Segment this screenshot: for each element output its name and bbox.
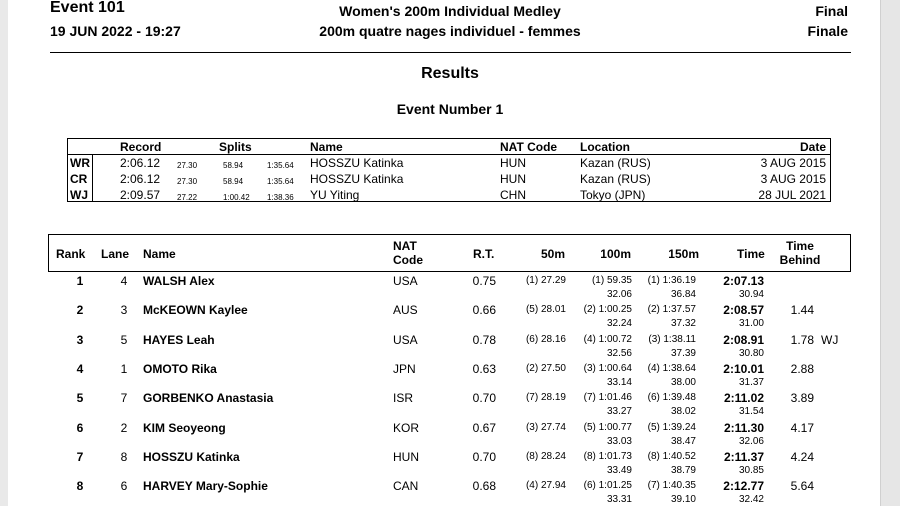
result-reaction-time: 0.63: [472, 361, 496, 376]
result-nat: ISR: [393, 391, 414, 406]
result-final-lap: 31.00: [738, 318, 764, 330]
col-time: Time: [737, 247, 765, 261]
result-split-100-lap: 32.56: [606, 347, 632, 359]
record-row-nat: HUN: [500, 156, 526, 170]
records-header-record: Record: [120, 140, 162, 154]
result-nat: HUN: [393, 449, 419, 464]
result-time-behind: 2.88: [790, 361, 814, 376]
result-final-time: 2:11.02: [723, 391, 764, 406]
record-row-split-2: 58.94: [223, 161, 244, 170]
record-row-nat: HUN: [500, 172, 526, 186]
result-rank: 6: [76, 420, 84, 435]
records-header-date: Date: [799, 140, 826, 154]
result-split-100-lap: 33.49: [606, 464, 632, 476]
col-rank: Rank: [56, 247, 86, 261]
result-split-100-lap: 33.03: [606, 435, 632, 447]
result-name: OMOTO Rika: [143, 361, 217, 376]
result-name: WALSH Alex: [143, 274, 215, 288]
record-row-time: 2:09.57: [120, 188, 161, 202]
result-final-time: 2:08.57: [723, 303, 764, 318]
result-time-behind: 4.24: [790, 449, 814, 464]
result-name: KIM Seoyeong: [143, 420, 226, 435]
col-100m: 100m: [600, 247, 631, 261]
event-label: Event 101: [50, 0, 125, 16]
result-split-150: (2) 1:37.57: [647, 304, 696, 316]
event-datetime: 19 JUN 2022 - 19:27: [50, 23, 181, 39]
col-behind-line1: Time: [786, 239, 814, 253]
records-header-divider: [68, 154, 830, 155]
result-name: HOSSZU Katinka: [143, 449, 240, 464]
record-row-split-3: 1:35.64: [267, 161, 294, 170]
record-row-name: HOSSZU Katinka: [310, 172, 404, 186]
result-split-150-lap: 38.47: [670, 435, 696, 447]
result-final-lap: 30.80: [738, 347, 764, 359]
result-time-behind: 3.89: [790, 391, 814, 406]
result-split-50: (3) 27.74: [525, 421, 566, 433]
col-150m: 150m: [668, 247, 699, 261]
col-nat-line2: Code: [393, 253, 423, 267]
result-rank: 4: [76, 361, 84, 376]
result-rank: 7: [76, 449, 84, 464]
event-title-french: 200m quatre nages individuel - femmes: [319, 23, 581, 39]
result-name: McKEOWN Kaylee: [143, 303, 248, 318]
result-rank: 3: [76, 332, 84, 347]
record-row-split-1: 27.22: [177, 193, 198, 202]
result-split-50: (2) 27.50: [525, 362, 566, 374]
col-50m: 50m: [540, 247, 565, 261]
record-row-location: Tokyo (JPN): [580, 188, 646, 202]
event-title-english: Women's 200m Individual Medley: [339, 3, 561, 19]
result-record-note: WJ: [821, 332, 839, 347]
result-split-150: (8) 1:40.52: [647, 450, 696, 462]
result-final-time: 2:07.13: [723, 274, 764, 288]
records-label-divider: [92, 154, 93, 201]
result-time-behind: 5.64: [790, 479, 814, 494]
result-final-time: 2:11.37: [723, 449, 764, 464]
result-final-lap: 32.42: [738, 494, 764, 506]
record-row-name: HOSSZU Katinka: [310, 156, 404, 170]
result-lane: 6: [120, 479, 128, 494]
result-rank: 1: [76, 274, 84, 288]
round-french: Finale: [807, 23, 848, 39]
result-split-50: (5) 28.01: [525, 304, 566, 316]
record-row-date: 3 AUG 2015: [760, 156, 826, 170]
results-heading: Results: [421, 65, 479, 82]
record-row-label: WR: [70, 156, 90, 170]
result-final-lap: 30.85: [738, 464, 764, 476]
result-split-150: (5) 1:39.24: [647, 421, 696, 433]
record-row-label: CR: [70, 172, 88, 186]
result-split-100: (4) 1:00.72: [583, 333, 632, 345]
result-split-150-lap: 38.00: [670, 376, 696, 388]
result-split-50: (6) 28.16: [525, 333, 566, 345]
result-nat: CAN: [393, 479, 419, 494]
result-reaction-time: 0.68: [472, 479, 496, 494]
result-name: HAYES Leah: [143, 332, 215, 347]
result-reaction-time: 0.70: [472, 449, 496, 464]
result-split-150: (6) 1:39.48: [647, 392, 696, 404]
result-final-lap: 31.54: [738, 406, 764, 418]
records-header-location: Location: [580, 140, 630, 154]
result-split-100: (7) 1:01.46: [583, 392, 632, 404]
result-lane: 5: [120, 332, 128, 347]
result-lane: 3: [120, 303, 128, 318]
records-header-splits: Splits: [219, 140, 252, 154]
result-final-lap: 30.94: [738, 289, 764, 300]
result-rank: 2: [76, 303, 84, 318]
result-final-lap: 32.06: [738, 435, 764, 447]
result-time-behind: 1.44: [790, 303, 814, 318]
result-split-100: (8) 1:01.73: [583, 450, 632, 462]
record-row-split-2: 58.94: [223, 177, 244, 186]
result-reaction-time: 0.70: [472, 391, 496, 406]
result-lane: 8: [120, 449, 128, 464]
result-lane: 4: [120, 274, 128, 288]
record-row-location: Kazan (RUS): [580, 172, 651, 186]
result-split-50: (7) 28.19: [525, 392, 566, 404]
result-final-time: 2:12.77: [723, 479, 764, 494]
result-split-50: (8) 28.24: [525, 450, 566, 462]
result-rank: 5: [76, 391, 84, 406]
result-split-150-lap: 36.84: [670, 289, 696, 300]
result-nat: AUS: [393, 303, 418, 318]
result-split-150-lap: 37.39: [670, 347, 696, 359]
result-final-time: 2:10.01: [723, 361, 764, 376]
result-split-100-lap: 32.06: [606, 289, 632, 300]
header-divider: [50, 52, 851, 53]
record-row-date: 28 JUL 2021: [758, 188, 826, 202]
result-final-time: 2:11.30: [723, 420, 764, 435]
result-split-150-lap: 38.79: [670, 464, 696, 476]
result-reaction-time: 0.78: [472, 332, 496, 347]
result-split-100-lap: 32.24: [606, 318, 632, 330]
result-nat: USA: [393, 274, 418, 288]
col-behind-line2: Behind: [779, 253, 821, 267]
result-reaction-time: 0.67: [472, 420, 496, 435]
result-split-100-lap: 33.14: [606, 376, 632, 388]
result-rank: 8: [76, 479, 84, 494]
result-split-100: (1) 59.35: [591, 275, 632, 286]
col-lane: Lane: [101, 247, 130, 261]
result-time-behind: 1.78: [790, 332, 814, 347]
result-reaction-time: 0.75: [472, 274, 496, 288]
result-split-150-lap: 39.10: [670, 494, 696, 506]
col-nat-line1: NAT: [393, 239, 417, 253]
record-row-split-3: 1:35.64: [267, 177, 294, 186]
result-time-behind: 4.17: [790, 420, 814, 435]
result-nat: USA: [393, 332, 418, 347]
result-split-100: (3) 1:00.64: [583, 362, 632, 374]
result-reaction-time: 0.66: [472, 303, 496, 318]
record-row-split-2: 1:00.42: [223, 193, 250, 202]
result-nat: JPN: [393, 361, 416, 376]
records-table: [67, 138, 831, 202]
record-row-split-1: 27.30: [177, 161, 198, 170]
record-row-nat: CHN: [500, 188, 526, 202]
record-row-name: YU Yiting: [310, 188, 360, 202]
record-row-label: WJ: [70, 188, 88, 202]
record-row-time: 2:06.12: [120, 172, 161, 186]
results-header-box: [48, 234, 851, 272]
result-split-100: (6) 1:01.25: [583, 480, 632, 492]
result-lane: 1: [120, 361, 128, 376]
result-split-150-lap: 37.32: [670, 318, 696, 330]
result-split-50: (1) 27.29: [525, 275, 566, 286]
result-lane: 2: [120, 420, 128, 435]
records-header-nat: NAT Code: [500, 140, 558, 154]
record-row-split-3: 1:38.36: [267, 193, 294, 202]
result-lane: 7: [120, 391, 128, 406]
result-split-150-lap: 38.02: [670, 406, 696, 418]
col-reaction-time: R.T.: [473, 247, 495, 261]
records-header-name: Name: [310, 140, 343, 154]
round-english: Final: [815, 3, 848, 19]
result-split-150: (3) 1:38.11: [648, 333, 696, 345]
event-number-heading: Event Number 1: [396, 101, 504, 117]
result-split-150: (7) 1:40.35: [647, 480, 696, 492]
result-split-100-lap: 33.27: [606, 406, 632, 418]
result-name: HARVEY Mary-Sophie: [143, 479, 268, 494]
result-name: GORBENKO Anastasia: [143, 391, 274, 406]
result-final-time: 2:08.91: [723, 332, 764, 347]
result-split-150: (4) 1:38.64: [647, 362, 696, 374]
record-row-location: Kazan (RUS): [580, 156, 651, 170]
result-split-100-lap: 33.31: [606, 494, 632, 506]
result-split-100: (2) 1:00.25: [583, 304, 632, 316]
result-split-100: (5) 1:00.77: [583, 421, 632, 433]
record-row-time: 2:06.12: [120, 156, 161, 170]
result-split-50: (4) 27.94: [525, 480, 566, 492]
col-name: Name: [143, 247, 176, 261]
result-final-lap: 31.37: [738, 376, 764, 388]
record-row-split-1: 27.30: [177, 177, 198, 186]
record-row-date: 3 AUG 2015: [760, 172, 826, 186]
result-split-150: (1) 1:36.19: [647, 275, 696, 286]
result-nat: KOR: [393, 420, 420, 435]
